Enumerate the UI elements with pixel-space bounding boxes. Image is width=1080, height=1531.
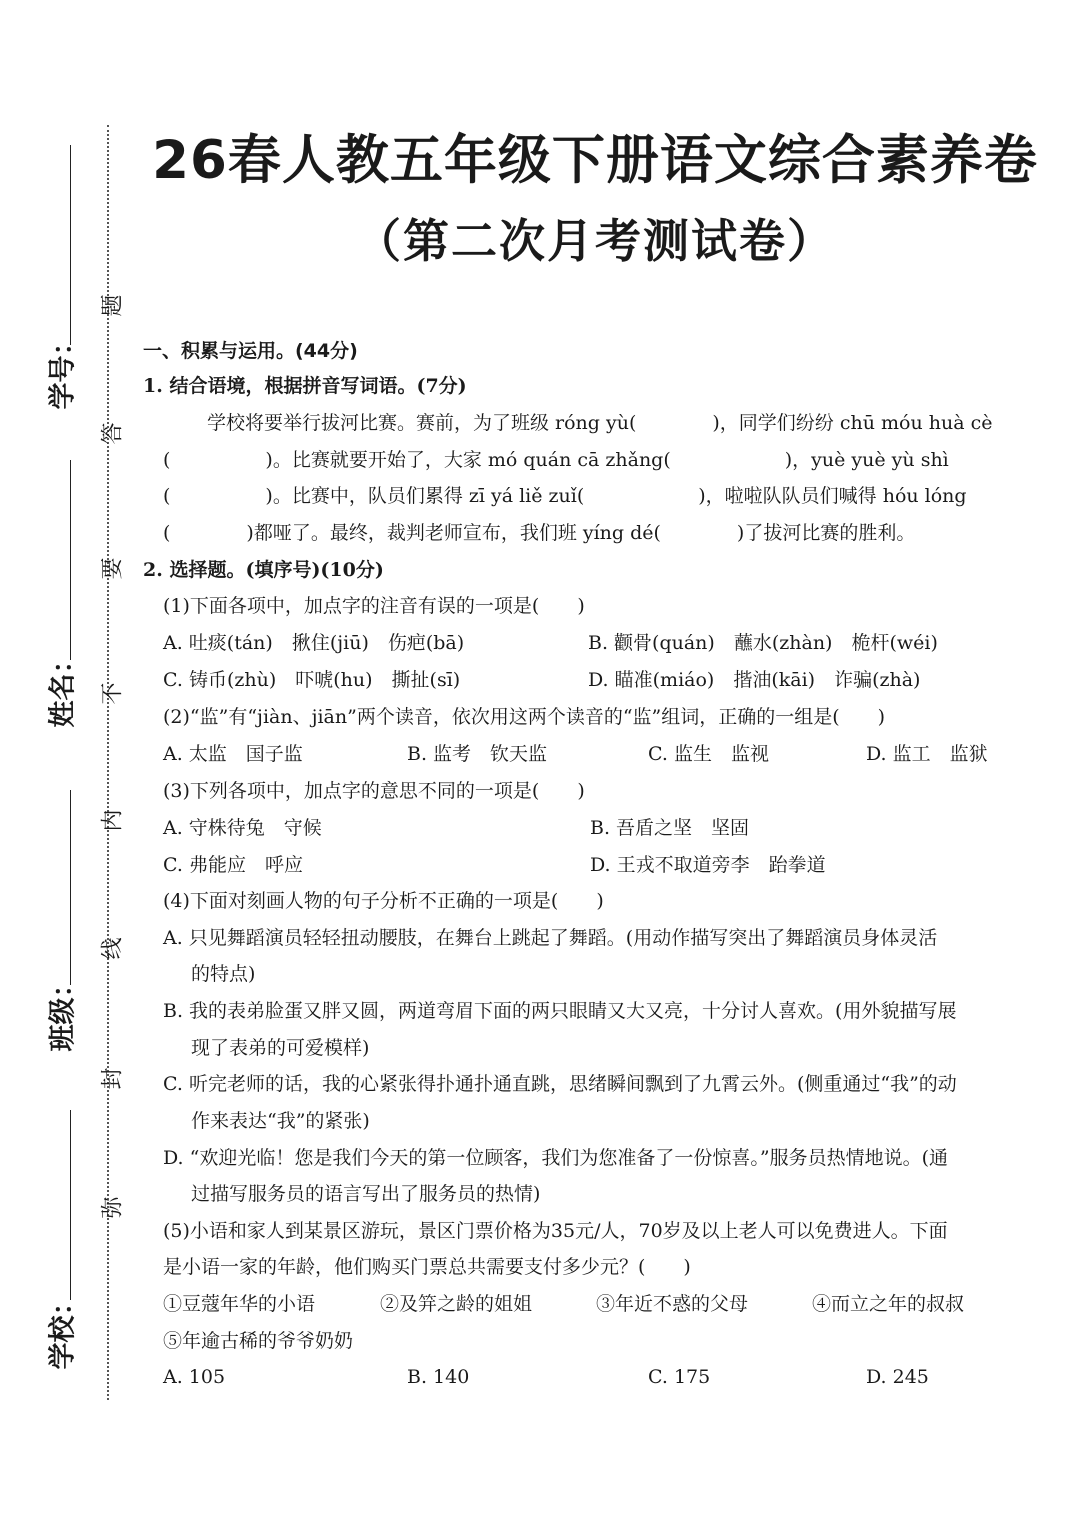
age-item: ③年近不惑的父母 xyxy=(596,1293,749,1315)
option-c: C. 听完老师的话，我的心紧张得扑通扑通直跳，思绪瞬间飘到了九霄云外。(侧重通过“我”的动 xyxy=(163,1073,957,1095)
option-a: A. 105 xyxy=(163,1366,226,1388)
option-a-cont: 的特点) xyxy=(191,963,256,985)
option-d: D. 王戎不取道旁李 跆拳道 xyxy=(590,854,826,876)
class-label: 班级： xyxy=(47,970,79,1052)
age-item: ⑤年逾古稀的爷爷奶奶 xyxy=(163,1330,354,1352)
option-a: A. 太监 国子监 xyxy=(163,743,303,765)
option-d-cont: 过描写服务员的语言写出了服务员的热情) xyxy=(191,1183,541,1205)
seal-char: 封 xyxy=(100,1067,126,1090)
class-underline xyxy=(70,790,71,985)
sub-question-stem: (3)下列各项中，加点字的意思不同的一项是( ) xyxy=(163,780,585,802)
school-label: 学校： xyxy=(47,1288,79,1370)
option-b: B. 140 xyxy=(407,1366,470,1388)
student-id-label: 学号： xyxy=(47,328,79,410)
question-1-line: ( )都哑了。最终，裁判老师宣布，我们班 yíng dé( )了拔河比赛的胜利。 xyxy=(163,522,916,544)
option-d: D. 监工 监狱 xyxy=(866,743,988,765)
option-a: A. 吐痰(tán) 揪住(jiū) 伤疤(bā) xyxy=(163,632,465,654)
sub-question-stem-cont: 是小语一家的年龄，他们购买门票总共需要支付多少元？( ) xyxy=(163,1256,691,1278)
seal-char: 弥 xyxy=(100,1196,126,1219)
section-heading: 一、积累与运用。(44分) xyxy=(143,340,358,362)
question-1-line: ( )。比赛就要开始了，大家 mó quán cā zhǎng( )，yuè yuè yù shì xyxy=(163,449,949,471)
option-b-cont: 现了表弟的可爱模样) xyxy=(191,1037,370,1059)
seal-char: 内 xyxy=(100,809,126,832)
age-item: ④而立之年的叔叔 xyxy=(812,1293,965,1315)
exam-title: 26春人教五年级下册语文综合素养卷 xyxy=(152,130,1038,191)
seal-char: 答 xyxy=(100,422,126,445)
sub-question-stem: (5)小语和家人到某景区游玩，景区门票价格为35元/人，70岁及以上老人可以免费进人。下面 xyxy=(163,1220,948,1242)
seal-char: 不 xyxy=(100,682,126,705)
student-id-underline xyxy=(70,145,71,345)
name-underline xyxy=(70,460,71,660)
option-b: B. 吾盾之坚 坚固 xyxy=(590,817,750,839)
seal-char: 要 xyxy=(100,557,126,580)
question-1-line: 学校将要举行拔河比赛。赛前，为了班级 róng yù( )，同学们纷纷 chū móu huà cè xyxy=(207,412,993,434)
option-a: A. 只见舞蹈演员轻轻扭动腰肢，在舞台上跳起了舞蹈。(用动作描写突出了舞蹈演员身体灵活 xyxy=(163,927,938,949)
option-c: C. 175 xyxy=(648,1366,711,1388)
sub-question-stem: (4)下面对刻画人物的句子分析不正确的一项是( ) xyxy=(163,890,604,912)
option-d: D. 245 xyxy=(866,1366,929,1388)
exam-subtitle: （第二次月考测试卷） xyxy=(355,214,835,268)
age-item: ①豆蔻年华的小语 xyxy=(163,1293,316,1315)
school-underline xyxy=(70,1110,71,1300)
option-c-cont: 作来表达“我”的紧张) xyxy=(191,1110,370,1132)
option-d: D. 瞄准(miáo) 揩油(kāi) 诈骗(zhà) xyxy=(588,669,921,691)
question-2-title: 2. 选择题。(填序号)(10分) xyxy=(143,559,384,581)
option-c: C. 弗能应 呼应 xyxy=(163,854,303,876)
option-b: B. 监考 钦天监 xyxy=(407,743,548,765)
option-d: D. “欢迎光临！您是我们今天的第一位顾客，我们为您准备了一份惊喜。”服务员热情地说。(通 xyxy=(163,1147,948,1169)
question-1-line: ( )。比赛中，队员们累得 zī yá liě zuǐ( )，啦啦队队员们喊得 hóu lóng xyxy=(163,485,967,507)
sub-question-stem: (1)下面各项中，加点字的注音有误的一项是( ) xyxy=(163,595,585,617)
seal-char: 题 xyxy=(100,294,126,317)
option-c: C. 监生 监视 xyxy=(648,743,769,765)
option-b: B. 我的表弟脸蛋又胖又圆，两道弯眉下面的两只眼睛又大又亮，十分讨人喜欢。(用外貌描写展 xyxy=(163,1000,957,1022)
option-c: C. 铸币(zhù) 吓唬(hu) 撕扯(sī) xyxy=(163,669,461,691)
name-label: 姓名： xyxy=(47,646,79,728)
option-b: B. 颧骨(quán) 蘸水(zhàn) 桅杆(wéi) xyxy=(588,632,938,654)
sub-question-stem: (2)“监”有“jiàn、jiān”两个读音，依次用这两个读音的“监”组词，正确的一组是( ) xyxy=(163,706,886,728)
seal-char: 线 xyxy=(100,937,126,960)
age-item: ②及笄之龄的姐姐 xyxy=(380,1293,533,1315)
question-1-title: 1. 结合语境，根据拼音写词语。(7分) xyxy=(143,375,467,397)
option-a: A. 守株待兔 守候 xyxy=(163,817,322,839)
